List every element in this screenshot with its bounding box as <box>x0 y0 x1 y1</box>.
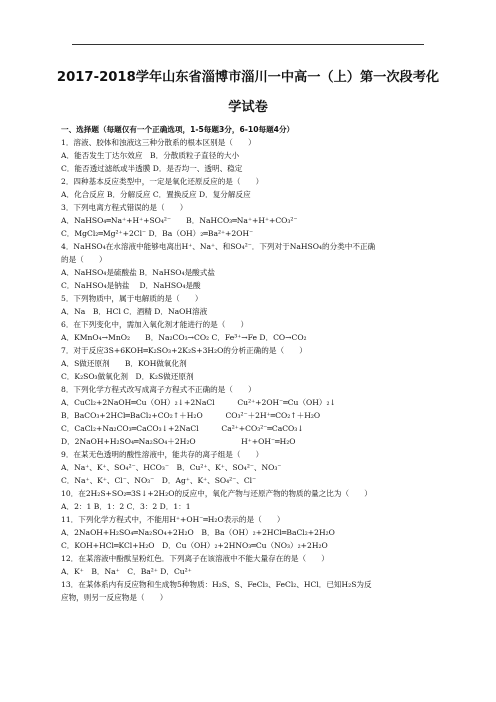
question-3-options-ab: A．NaHSO₄═Na⁺+H⁺+SO₄²⁻ B．NaHCO₃═Na⁺+H⁺+CO₃²⁻ <box>61 216 298 225</box>
question-10-options: A．2：1 B．1：2 C．3：2 D．1：1 <box>61 502 191 511</box>
section-heading: 一、选择题（每题仅有一个正确选项，1-5每题3分，6-10每题4分） <box>61 125 295 134</box>
question-1-options-ab: A．能否发生丁达尔效应 B．分散质粒子直径的大小 <box>61 151 240 160</box>
question-1-options-cd: C．能否透过滤纸或半透膜 D．是否均一、透明、稳定 <box>61 164 243 173</box>
question-3: 3．下列电离方程式错误的是（ ） <box>61 203 188 212</box>
question-content <box>61 123 451 604</box>
question-2-options: A．化合反应 B．分解反应 C．置换反应 D．复分解反应 <box>61 190 251 199</box>
question-10: 10．在2H₂S+SO₂═3S↓+2H₂O的反应中，氧化产物与还原产物的物质的量之比为（ ） <box>61 489 372 498</box>
question-11: 11．下列化学方程式中，不能用H⁺+OH⁻═H₂O表示的是（ ） <box>61 515 285 524</box>
question-4-options-cd: C．NaHSO₄是钠盐 D．NaHSO₄是酸 <box>61 281 201 290</box>
question-8: 8．下列化学方程式改写成离子方程式不正确的是（ ） <box>61 385 256 394</box>
question-8-option-a: A．CuCl₂+2NaOH═Cu（OH）₂↓+2NaCl Cu²⁺+2OH⁻═Cu（OH）₂↓ <box>61 398 336 407</box>
question-11-options-cd: C．KOH+HCl═KCl+H₂O D．Cu（OH）₂+2HNO₃═Cu（NO₃）₂+2H₂O <box>61 541 328 550</box>
question-9-options-ab: A．Na⁺、K⁺、SO₄²⁻、HCO₃⁻ B．Cu²⁺、K⁺、SO₄²⁻、NO₃⁻ <box>61 463 282 472</box>
question-9-options-cd: C．Na⁺、K⁺、Cl⁻、NO₃⁻ D．Ag⁺、K⁺、SO₄²⁻、Cl⁻ <box>61 476 257 485</box>
exam-title-line1: 2017-2018学年山东省淄博市淄川一中高一（上）第一次段考化 <box>56 70 440 85</box>
question-11-options-ab: A．2NaOH+H₂SO₄═Na₂SO₄+2H₂O B．Ba（OH）₂+2HCl═BaCl₂+2H₂O <box>61 528 335 537</box>
header-rule <box>72 44 424 45</box>
question-8-option-c: C．CaCl₂+Na₂CO₃═CaCO₃↓+2NaCl Ca²⁺+CO₃²⁻═CaCO₃↓ <box>61 424 304 433</box>
question-6: 6．在下列变化中，需加入氧化剂才能进行的是（ ） <box>61 320 249 329</box>
question-13-cont: 应物，则另一反应物是（ ） <box>61 593 168 602</box>
question-12-options: A．K⁺ B．Na⁺ C．Ba²⁺ D．Cu²⁺ <box>61 567 192 576</box>
question-4-options-ab: A．NaHSO₄是硫酸盐 B．NaHSO₄是酸式盐 <box>61 268 215 277</box>
question-4-cont: 的是（ ） <box>61 255 107 264</box>
question-7: 7．对于反应3S+6KOH═K₂SO₃+2K₂S+3H₂O的分析正确的是（ ） <box>61 346 307 355</box>
question-7-options-ab: A．S做还原剂 B．KOH做氧化剂 <box>61 359 187 368</box>
exam-title-line2: 学试卷 <box>228 100 268 115</box>
question-3-options-cd: C．MgCl₂═Mg²⁺+2Cl⁻ D．Ba（OH）₂═Ba²⁺+2OH⁻ <box>61 229 254 238</box>
question-6-options: A．KMnO₄→MnO₂ B．Na₂CO₃→CO₂ C．Fe³⁺→Fe D．CO→CO₂ <box>61 333 307 342</box>
question-8-option-d: D．2NaOH+H₂SO₄═Na₂SO₄＋2H₂O H⁺+OH⁻═H₂O <box>61 437 296 446</box>
question-8-option-b: B．BaCO₃+2HCl═BaCl₂+CO₂↑＋H₂O CO₃²⁻＋2H⁺═CO₂↑＋H₂O <box>61 411 321 420</box>
question-12: 12．在某溶液中酚酞呈粉红色．下列离子在该溶液中不能大量存在的是（ ） <box>61 554 329 563</box>
question-13: 13．在某体系内有反应物和生成物5种物质：H₂S、S、FeCl₃、FeCl₂、HCl．已知H₂S为反 <box>61 580 372 589</box>
question-4: 4．NaHSO₄在水溶液中能够电离出H⁺、Na⁺、和SO₄²⁻．下列对于NaHSO₄的分类中不正确 <box>61 242 376 251</box>
question-7-options-cd: C．K₂SO₃做氧化剂 D．K₂S做还原剂 <box>61 372 194 381</box>
question-9: 9．在某无色透明的酸性溶液中，能共存的离子组是（ ） <box>61 450 264 459</box>
question-5: 5．下列物质中，属于电解质的是（ ） <box>61 294 203 303</box>
question-5-options: A．Na B．HCl C．酒精 D．NaOH溶液 <box>61 307 208 316</box>
question-1: 1．溶液、胶体和浊液这三种分散系的根本区别是（ ） <box>61 138 256 147</box>
question-2: 2．四种基本反应类型中，一定是氧化还原反应的是（ ） <box>61 177 264 186</box>
